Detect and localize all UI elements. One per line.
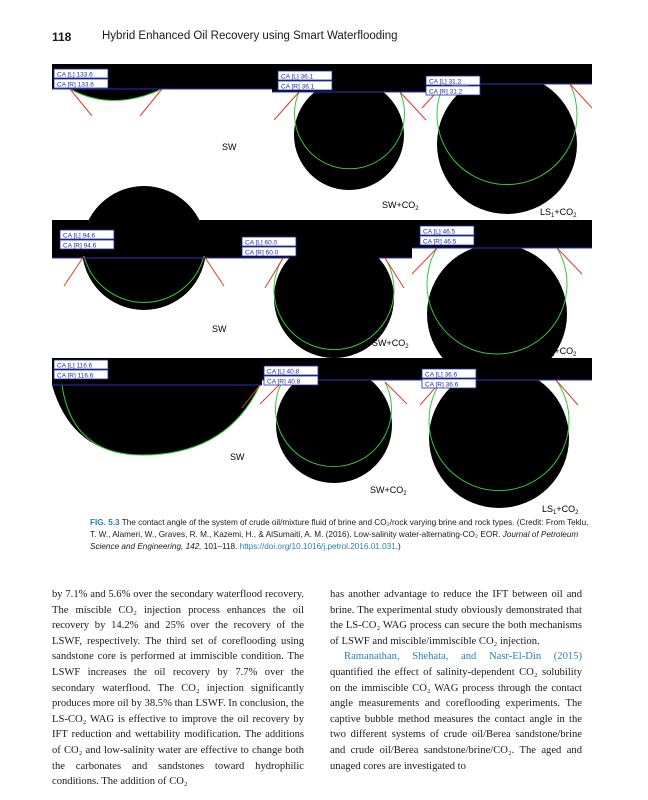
label-ls1co2-1: $LS_1+CO_2$ (540, 207, 577, 219)
caption-doi-link[interactable]: https://doi.org/10.1016/j.petrol.2016.01.031 (239, 542, 396, 551)
tangent-right-ls1co2-2 (557, 248, 582, 274)
readout-1-2-right: CA [R] 36.1 (281, 83, 315, 91)
tangent-right-ls1co2-1 (570, 84, 592, 108)
label-ls1co2-3: $LS_1+CO_2$ (542, 504, 579, 516)
caption-end: .) (395, 542, 401, 551)
panel-3 (52, 358, 592, 516)
tangent-left-ls1co2-2 (412, 248, 437, 274)
readout-3-3-right: CA [R] 36.6 (425, 381, 459, 389)
readout-1-1-left: CA [L] 133.6 (57, 71, 93, 79)
figure-caption (90, 517, 590, 553)
readout-3-2 (264, 366, 318, 386)
figure-label: FIG. 5.3 (90, 518, 120, 527)
readout-3-3 (422, 369, 476, 389)
right-paragraph-2 (330, 649, 582, 774)
readout-1-3-left: CA [L] 31.2 (429, 78, 462, 86)
figure-5-3 (52, 60, 592, 522)
label-swco2-1: $SW+CO_2$ (382, 200, 419, 212)
bubble-ls1co2-3 (429, 368, 569, 508)
tangent-left-sw-2 (64, 256, 84, 286)
caption-journal: Journal of Petroleum Science and Engineering, 142, (90, 530, 579, 551)
label-sw-2: SW (212, 324, 227, 334)
label-sw-1: SW (222, 142, 237, 152)
tangent-right-swco2-3 (385, 382, 407, 404)
page-header (52, 30, 592, 48)
contact-angle-figure (52, 60, 592, 522)
tangent-right-ls1co2-3 (556, 380, 578, 405)
readout-2-2-right: CA [R] 60.0 (245, 249, 279, 257)
label-sw-3: SW (230, 452, 245, 462)
readout-2-1-right: CA [R] 94.6 (63, 242, 97, 250)
readout-3-3-left: CA [L] 36.6 (425, 371, 458, 379)
label-swco2-3: $SW+CO_2$ (370, 485, 407, 497)
citation-link[interactable]: Ramanathan, Shehata, and Nasr-El-Din (2015) (344, 651, 582, 663)
readout-2-1-left: CA [L] 94.6 (63, 232, 96, 240)
running-title: Hybrid Enhanced Oil Recovery using Smart Waterflooding (102, 30, 398, 42)
bubble-sw-3 (52, 385, 260, 455)
tangent-right-sw-2 (204, 256, 224, 286)
body-left-column (52, 587, 304, 790)
caption-text: The contact angle of the system of crude oil/mixture fluid of brine and CO₂/rock varying brine and rock types. (Credit: From Teklu, T. W., Alameri, W., Graves, R. M., Kazemi, H., & AlSumaiti, A. M. (2016). Low-salinity water-alternating-CO₂ EOR. (90, 518, 589, 539)
readout-2-2 (242, 237, 296, 257)
readout-1-1-right: CA [R] 133.6 (57, 81, 94, 89)
readout-3-2-left: CA [L] 40.8 (267, 368, 300, 376)
readout-3-1-left: CA [L] 116.6 (57, 362, 93, 370)
bubble-swco2-1 (294, 80, 404, 190)
readout-3-1 (54, 360, 108, 380)
readout-2-3 (420, 226, 474, 246)
body-right-column (330, 587, 582, 774)
label-swco2-2: $SW+CO_2$ (372, 338, 409, 350)
page-number: 118 (52, 30, 72, 44)
label-ls1co2-2: $LS_1+CO_2$ (540, 346, 577, 358)
readout-1-3 (426, 76, 480, 96)
readout-3-1-right: CA [R] 116.6 (57, 372, 94, 380)
readout-1-2 (278, 71, 332, 91)
right-paragraph-1: has another advantage to reduce the IFT between oil and brine. The experimental study obviously demonstrated that the LS-CO₂ WAG process can secure the both mechanisms of LSWF and miscible/immiscible CO₂ injection. (330, 589, 582, 647)
readout-2-1 (60, 230, 114, 250)
readout-2-3-left: CA [L] 46.5 (423, 228, 456, 236)
readout-2-3-right: CA [R] 46.5 (423, 238, 457, 246)
readout-1-2-left: CA [L] 36.1 (281, 73, 314, 81)
readout-3-2-right: CA [R] 40.8 (267, 378, 301, 386)
readout-1-1 (54, 69, 108, 89)
readout-2-2-left: CA [L] 60.0 (245, 239, 278, 247)
left-paragraph: by 7.1% and 5.6% over the secondary waterflood recovery. The miscible CO₂ injection process enhances the oil recovery by 14.2% and 25% over the recovery of the LSWF, respectively. The third set of coreflooding using sandstone core is performed at immiscible condition. The LSWF increases the oil recovery by 7.7% over the secondary waterflood. The CO₂ injection significantly produces more oil by 38.5% than LSWF. In conclusion, the LS-CO₂ WAG is effective to improve the oil recovery by IFT reduction and wettability modification. The additions of CO₂ and low-salinity water are effective to change both the carbonates and sandstones toward hydrophilic conditions. The addition of CO₂ (52, 589, 304, 788)
right-paragraph-2-text: quantified the effect of salinity-dependent CO₂ solubility on the immiscible CO₂ WAG process through the contact angle measurements and coreflooding experiments. The captive bubble method measures the contact angle in the two different systems of crude oil/Berea sandstone/brine and crude oil/Berea sandstone/brine/CO₂. The aged and unaged cores are investigated to (330, 666, 582, 772)
caption-pages: 101–118. (203, 542, 238, 551)
panel-2 (52, 186, 592, 384)
readout-1-3-right: CA [R] 31.2 (429, 88, 463, 96)
